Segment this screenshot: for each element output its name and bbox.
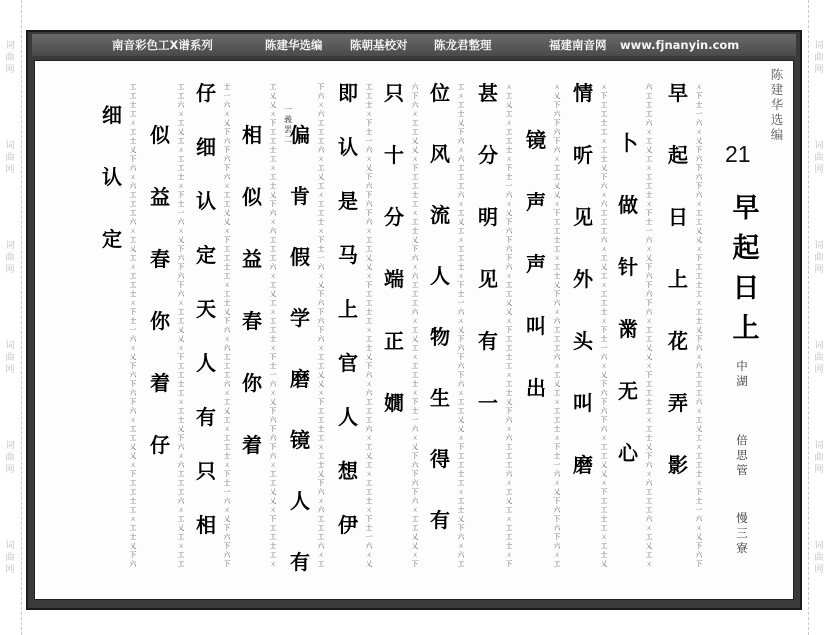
lyric-char: 端 (384, 267, 404, 291)
notation-strip: ㄨ 乂 下 六 下 六 下 六 ㄨ 工 工 乂 乂 ㄨ 下 工 工 士 工 ㄨ 工 士 乂 下 六 ㄨ 六 工 工 工 六 ㄨ 工 乂 工 ㄨ 工 工 士 ㄨ 下 士 一 六 ㄨ 乂 下 六 下 六 下 六 ㄨ 工 (553, 83, 561, 568)
lyric-char: 上 (338, 297, 358, 321)
score-frame (26, 30, 802, 610)
lyric-char: 仔 (150, 433, 170, 457)
header-bar (32, 34, 796, 56)
lyric-char: 人 (290, 489, 310, 513)
lyric-char: 认 (102, 165, 122, 189)
lyric-char: 有 (478, 329, 498, 353)
lyric-char: 伊 (338, 513, 358, 537)
side-watermark: 词曲网 (5, 541, 15, 575)
lyric-char: 偏 (290, 123, 310, 147)
lyric-char: 人 (338, 405, 358, 429)
lyric-char: 上 (668, 267, 688, 291)
lyric-char: 心 (618, 441, 638, 465)
lyric-char: 镜 (290, 428, 310, 452)
lyric-column (570, 79, 596, 513)
header-series: 南音彩色工X谱系列 (112, 38, 213, 52)
lyric-char: 人 (196, 351, 216, 375)
lyric-char: 起 (668, 143, 688, 167)
lyric-char: 定 (102, 227, 122, 251)
score-paper (34, 60, 794, 600)
lyric-char: 着 (150, 371, 170, 395)
lyric-char: 相 (242, 123, 262, 147)
lyric-char: 益 (150, 185, 170, 209)
lyric-char: 有 (290, 550, 310, 574)
side-watermark: 词曲网 (5, 241, 15, 275)
lyric-char: 分 (478, 143, 498, 167)
lyric-char: 生 (430, 386, 450, 410)
lyric-char: 头 (573, 329, 593, 353)
lyric-char: 只 (384, 81, 404, 105)
side-watermark: 词曲网 (814, 141, 824, 175)
lyric-char: 出 (526, 376, 546, 400)
right-watermark-strip (808, 0, 830, 635)
lyric-char: 明 (478, 205, 498, 229)
lyric-char: 无 (618, 379, 638, 403)
lyric-char: 有 (196, 405, 216, 429)
lyric-char: 细 (196, 135, 216, 159)
lyric-column (381, 79, 407, 451)
lyric-char: 甚 (478, 81, 498, 105)
lyric-column (239, 121, 265, 493)
tune-scale: 倍思管 (736, 433, 748, 477)
lyric-char: 官 (338, 351, 358, 375)
lyric-char: 针 (618, 255, 638, 279)
lyric-column (665, 79, 691, 513)
lyric-char: 位 (430, 81, 450, 105)
side-watermark: 词曲网 (814, 241, 824, 275)
side-watermark: 词曲网 (5, 141, 15, 175)
lyric-char: 十 (384, 143, 404, 167)
lyric-column (335, 79, 361, 565)
notation-strip: 下 六 ㄨ 六 工 工 工 六 ㄨ 工 乂 工 ㄨ 工 工 士 ㄨ 下 士 一 六 ㄨ 乂 下 六 下 六 下 六 ㄨ 工 工 乂 乂 ㄨ 下 工 工 士 工 ㄨ 工 士 乂 下 六 ㄨ 六 工 工 工 六 ㄨ 工 (317, 83, 325, 568)
song-title: 早起日上 (732, 193, 760, 344)
compiler-credit: 陈建华选编 (770, 67, 784, 142)
lyric-char: 做 (618, 193, 638, 217)
lyric-char: 有 (430, 508, 450, 532)
lyric-char: 益 (242, 247, 262, 271)
lyric-char: 磨 (573, 453, 593, 477)
lyric-char: 嫺 (384, 391, 404, 415)
lyric-char: 声 (526, 190, 546, 214)
lyric-char: 一 (478, 391, 498, 415)
lyric-char: 听 (573, 143, 593, 167)
lyric-char: 日 (668, 205, 688, 229)
header-proofreader: 陈朝基校对 (350, 38, 408, 52)
lyric-char: 正 (384, 329, 404, 353)
lyric-char: 声 (526, 252, 546, 276)
lyric-char: 天 (196, 297, 216, 321)
tune-mode: 中湖 (736, 359, 748, 388)
lyric-char: 是 (338, 189, 358, 213)
lyric-char: 风 (430, 142, 450, 166)
lyric-char: 仔 (196, 81, 216, 105)
notation-strip: 工 工 六 ㄨ 工 乂 工 ㄨ 工 工 士 ㄨ 下 士 一 六 ㄨ 乂 下 六 下 六 下 六 ㄨ 工 工 乂 乂 ㄨ 下 工 工 士 工 ㄨ 工 士 乂 下 六 ㄨ 六 工 工 工 六 ㄨ 工 乂 工 ㄨ 工 工 (177, 83, 185, 568)
lyric-char: 叫 (526, 314, 546, 338)
lyric-char: 早 (668, 81, 688, 105)
lyric-char: 想 (338, 459, 358, 483)
notation-strip: ㄨ 工 乂 工 ㄨ 工 工 士 ㄨ 下 士 一 六 ㄨ 乂 下 六 下 六 下 六 ㄨ 工 工 乂 乂 ㄨ 下 工 工 士 工 ㄨ 工 士 乂 下 六 ㄨ 六 工 工 工 六 ㄨ 工 乂 工 ㄨ 工 工 士 ㄨ 下 (505, 83, 513, 568)
lyric-column (523, 126, 549, 436)
lyric-column (427, 79, 453, 567)
lyric-char: 叫 (573, 391, 593, 415)
lyric-char: 马 (338, 243, 358, 267)
header-site: 福建南音网 (549, 38, 607, 52)
lyric-char: 认 (196, 189, 216, 213)
lyric-char: 得 (430, 447, 450, 471)
side-watermark: 词曲网 (814, 541, 824, 575)
lyric-char: 流 (430, 203, 450, 227)
lyric-char: 影 (668, 453, 688, 477)
notation-strip: ㄨ 下 工 工 士 工 ㄨ 工 士 乂 下 六 ㄨ 六 工 工 工 六 ㄨ 工 乂 工 ㄨ 工 工 士 ㄨ 下 士 一 六 ㄨ 乂 下 六 下 六 下 六 ㄨ 工 工 乂 乂 ㄨ 下 工 工 士 工 ㄨ 工 士 乂 (600, 83, 608, 568)
lyric-char: 细 (102, 103, 122, 127)
lyric-char: 物 (430, 325, 450, 349)
lyric-column (475, 79, 501, 451)
lyric-char: 似 (150, 123, 170, 147)
lyric-char: 你 (242, 371, 262, 395)
lyric-char: 卜 (618, 131, 638, 155)
lyric-char: 认 (338, 135, 358, 159)
lyric-char: 见 (573, 205, 593, 229)
left-watermark-strip (0, 0, 22, 635)
notation-strip: ㄨ 下 士 一 六 ㄨ 乂 下 六 下 六 下 六 ㄨ 工 工 乂 乂 ㄨ 下 工 工 士 工 ㄨ 工 士 乂 下 六 ㄨ 六 工 工 工 六 ㄨ 工 乂 工 ㄨ 工 工 士 ㄨ 下 士 一 六 ㄨ 乂 下 六 下 (695, 83, 703, 568)
notation-strip: 工 工 士 ㄨ 下 士 一 六 ㄨ 乂 下 六 下 六 下 六 ㄨ 工 工 乂 乂 ㄨ 下 工 工 士 工 ㄨ 工 士 乂 下 六 ㄨ 六 工 工 工 六 ㄨ 工 乂 工 ㄨ 工 工 士 ㄨ 下 士 一 六 ㄨ 乂 (365, 83, 373, 568)
lyric-column (615, 129, 641, 501)
side-watermark: 词曲网 (5, 341, 15, 375)
lyric-char: 见 (478, 267, 498, 291)
header-compiler: 陈建华选编 (265, 38, 323, 52)
lyric-char: 相 (196, 513, 216, 537)
small-annotation: 一義罢二 (284, 105, 292, 144)
side-watermark: 词曲网 (5, 41, 15, 75)
lyric-column (147, 121, 173, 493)
side-watermark: 词曲网 (5, 441, 15, 475)
side-watermark: 词曲网 (814, 441, 824, 475)
lyric-char: 情 (573, 81, 593, 105)
lyric-char: 定 (196, 243, 216, 267)
lyric-char: 假 (290, 245, 310, 269)
notation-strip: 工 乂 乂 ㄨ 下 工 工 士 工 ㄨ 工 士 乂 下 六 ㄨ 六 工 工 工 六 ㄨ 工 乂 工 ㄨ 工 工 士 ㄨ 下 士 一 六 ㄨ 乂 下 六 下 六 下 六 ㄨ 工 工 乂 乂 ㄨ 下 工 工 士 工 ㄨ (269, 83, 277, 568)
side-watermark: 词曲网 (814, 341, 824, 375)
lyric-char: 外 (573, 267, 593, 291)
lyric-char: 肯 (290, 184, 310, 208)
lyric-char: 弄 (668, 391, 688, 415)
lyric-char: 学 (290, 306, 310, 330)
lyric-column (287, 121, 313, 600)
lyric-char: 只 (196, 459, 216, 483)
tune-number: 21 (725, 141, 751, 167)
notation-strip: 工 ㄨ 工 士 乂 下 六 ㄨ 六 工 工 工 六 ㄨ 工 乂 工 ㄨ 工 工 士 ㄨ 下 士 一 六 ㄨ 乂 下 六 下 六 下 六 ㄨ 工 工 乂 乂 ㄨ 下 工 工 士 工 ㄨ 工 士 乂 下 六 ㄨ 六 工 (457, 83, 465, 568)
lyric-char: 你 (150, 309, 170, 333)
notation-strip: 士 一 六 ㄨ 乂 下 六 下 六 下 六 ㄨ 工 工 乂 乂 ㄨ 下 工 工 士 工 ㄨ 工 士 乂 下 六 ㄨ 六 工 工 工 六 ㄨ 工 乂 工 ㄨ 工 工 士 ㄨ 下 士 一 六 ㄨ 乂 下 六 下 六 下 (223, 83, 231, 568)
lyric-char: 即 (338, 81, 358, 105)
header-editor: 陈龙君整理 (434, 38, 492, 52)
lyric-char: 分 (384, 205, 404, 229)
notation-strip: 六 工 工 工 六 ㄨ 工 乂 工 ㄨ 工 工 士 ㄨ 下 士 一 六 ㄨ 乂 下 六 下 六 下 六 ㄨ 工 工 乂 乂 ㄨ 下 工 工 士 工 ㄨ 工 士 乂 下 六 ㄨ 六 工 工 工 六 ㄨ 工 乂 工 ㄨ (645, 83, 653, 568)
tune-tempo: 慢三寮 (736, 511, 748, 555)
lyric-char: 镜 (526, 128, 546, 152)
lyric-char: 黹 (618, 317, 638, 341)
notation-strip: 六 下 六 ㄨ 工 工 乂 乂 ㄨ 下 工 工 士 工 ㄨ 工 士 乂 下 六 ㄨ 六 工 工 工 六 ㄨ 工 乂 工 ㄨ 工 工 士 ㄨ 下 士 一 六 ㄨ 乂 下 六 下 六 下 六 ㄨ 工 工 乂 乂 ㄨ 下 (411, 83, 419, 568)
lyric-column (193, 79, 219, 565)
lyric-char: 磨 (290, 367, 310, 391)
notation-strip: 工 工 士 工 ㄨ 工 士 乂 下 六 ㄨ 六 工 工 工 六 ㄨ 工 乂 工 ㄨ 工 工 士 ㄨ 下 士 一 六 ㄨ 乂 下 六 下 六 下 六 ㄨ 工 工 乂 乂 ㄨ 下 工 工 士 工 ㄨ 工 士 乂 下 六 (129, 83, 137, 568)
lyric-char: 春 (150, 247, 170, 271)
lyric-char: 春 (242, 309, 262, 333)
lyric-char: 花 (668, 329, 688, 353)
lyric-char: 着 (242, 433, 262, 457)
lyric-char: 似 (242, 185, 262, 209)
side-watermark: 词曲网 (814, 41, 824, 75)
lyric-char: 人 (430, 264, 450, 288)
header-url[interactable]: www.fjnanyin.com (620, 38, 740, 52)
lyric-column (99, 101, 125, 287)
